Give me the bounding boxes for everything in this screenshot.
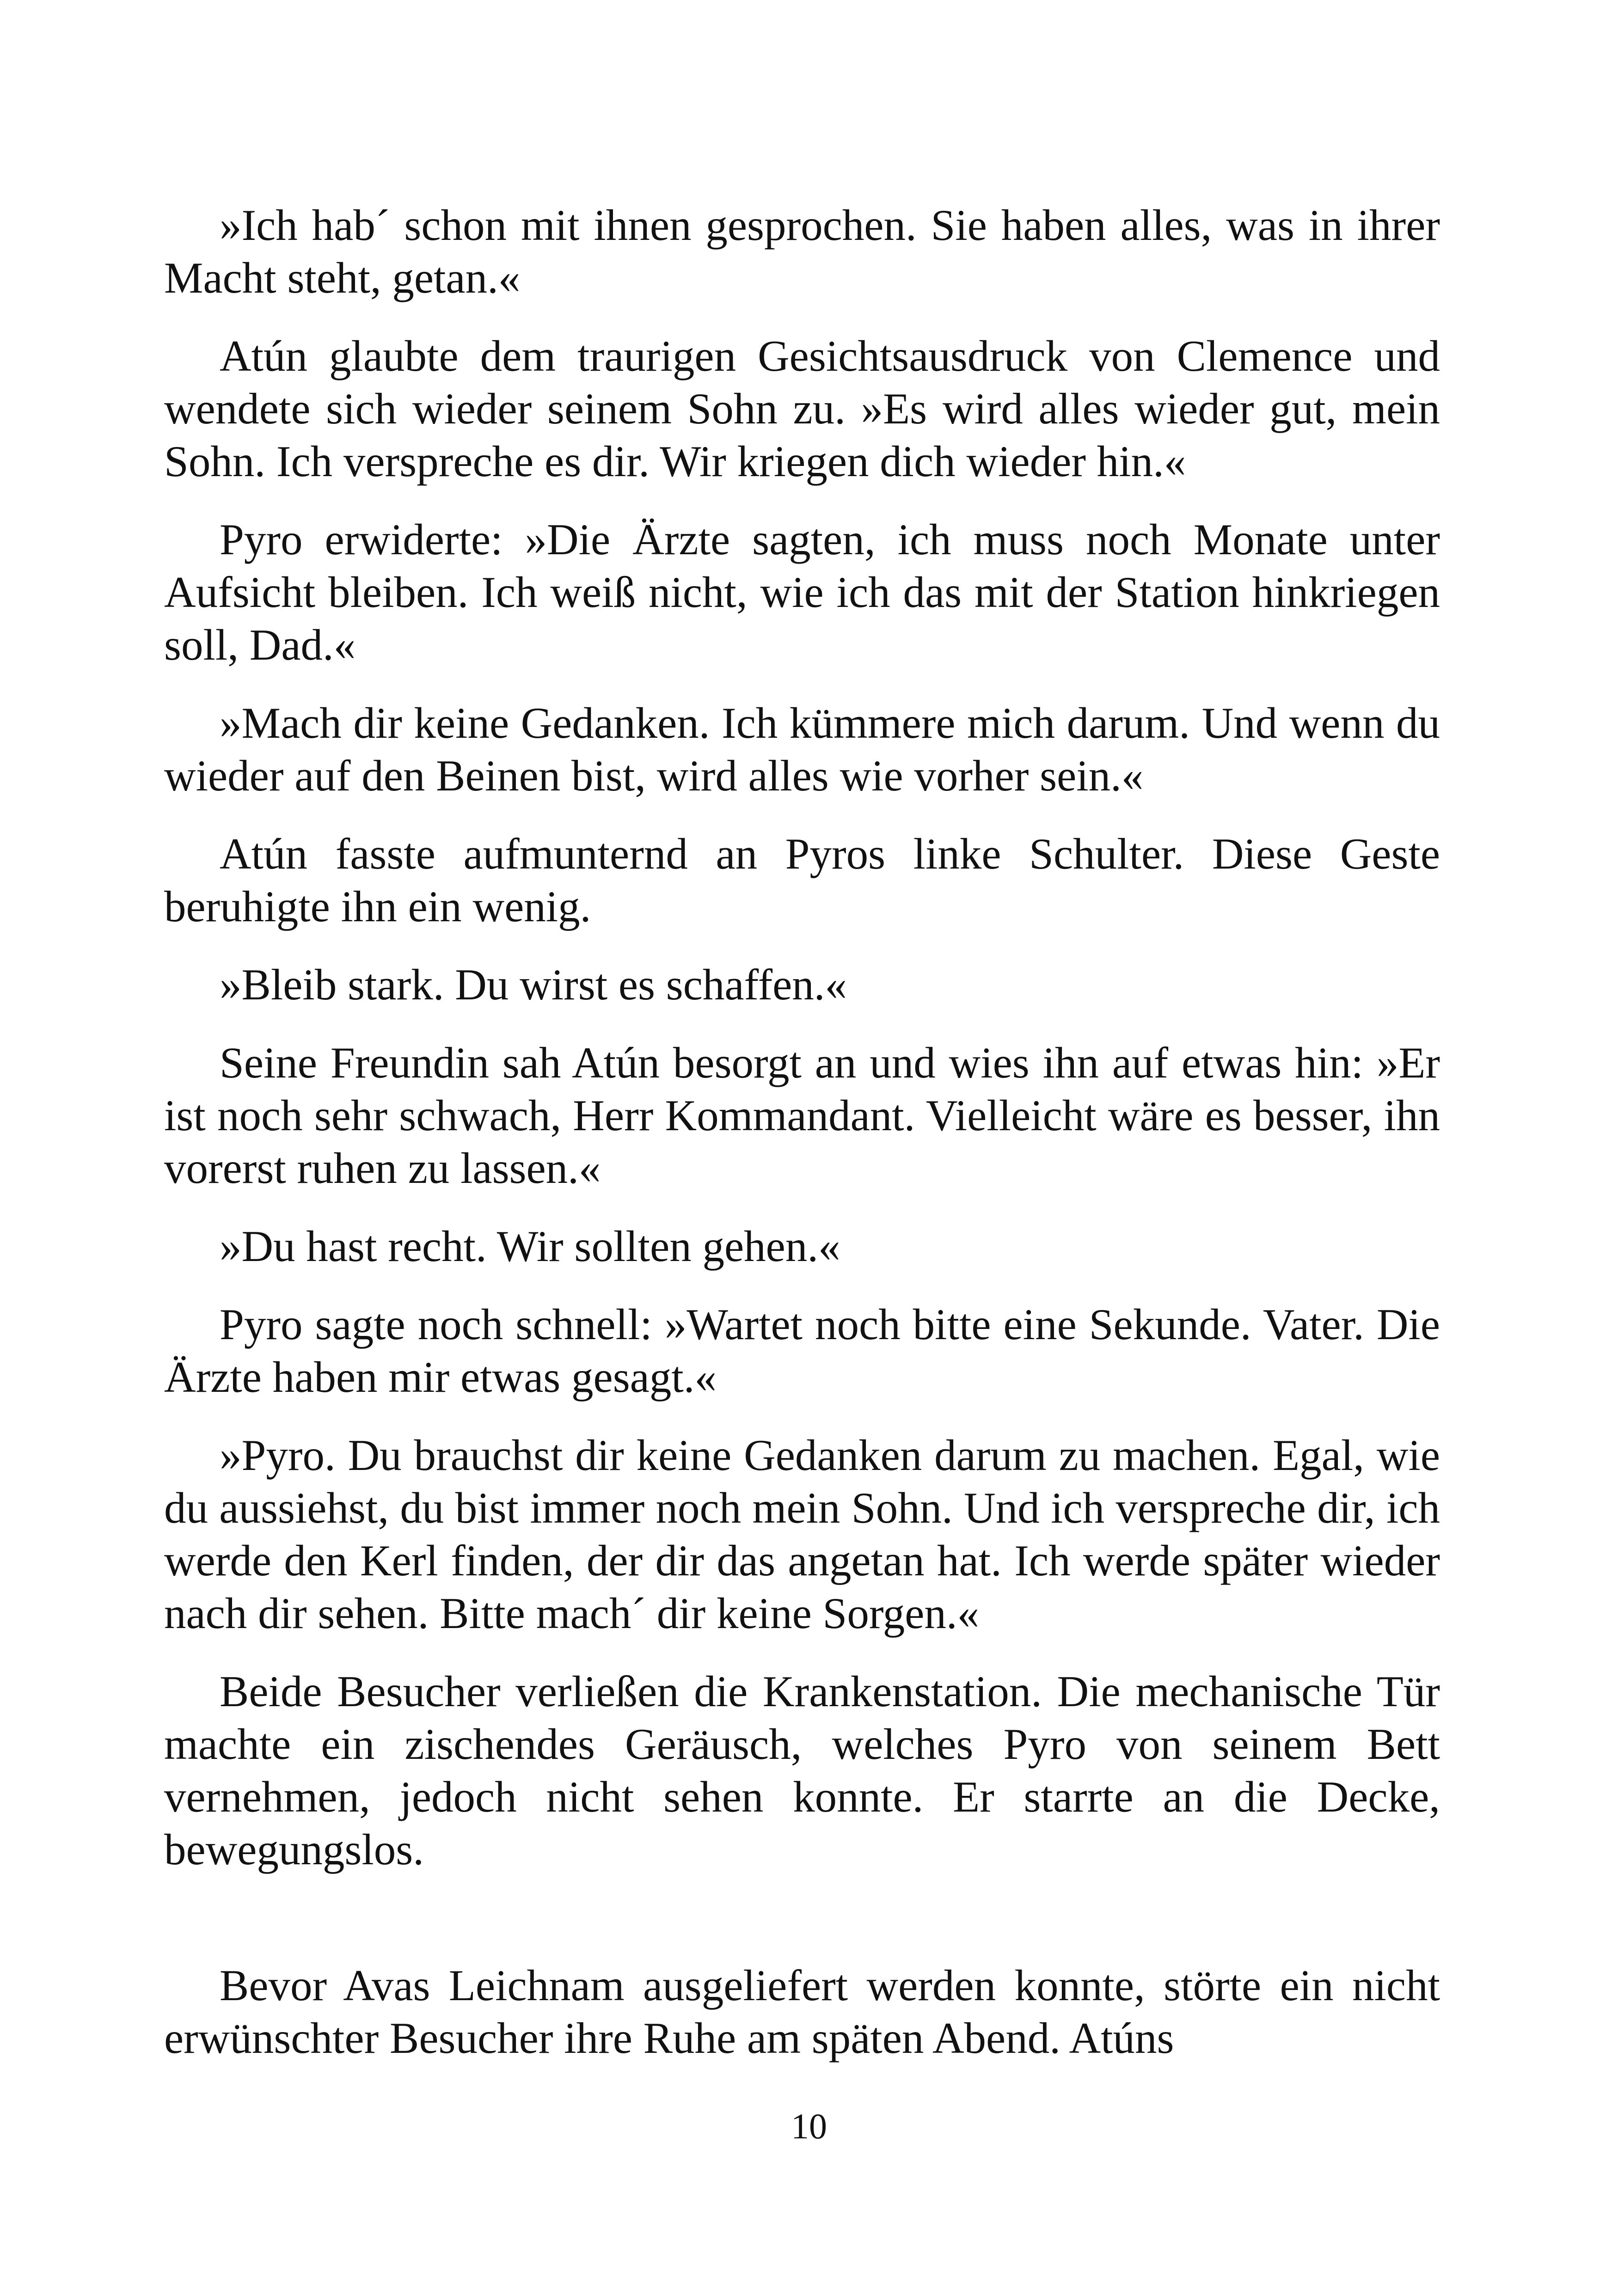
- paragraph: Pyro sagte noch schnell: »Wartet noch bitte eine Sekunde. Vater. Die Ärzte haben mir etwas gesagt.«: [164, 1300, 1440, 1402]
- scene-break: [164, 1901, 1440, 1959]
- body-text: [164, 199, 1440, 2090]
- paragraph: Pyro erwiderte: »Die Ärzte sagten, ich muss noch Monate unter Aufsicht bleiben. Ich weiß nicht, wie ich das mit der Station hinkriegen soll, Dad.«: [164, 515, 1440, 669]
- paragraph: »Du hast recht. Wir sollten gehen.«: [220, 1222, 840, 1271]
- paragraph: »Mach dir keine Gedanken. Ich kümmere mich darum. Und wenn du wieder auf den Beinen bist, wird alles wie vorher sein.«: [164, 698, 1440, 800]
- paragraph: »Ich hab´ schon mit ihnen gesprochen. Sie haben alles, was in ihrer Macht steht, getan.«: [164, 201, 1440, 302]
- paragraph: Atún fasste aufmunternd an Pyros linke Schulter. Diese Geste beruhigte ihn ein wenig.: [164, 829, 1440, 931]
- paragraph: »Bleib stark. Du wirst es schaffen.«: [220, 960, 847, 1009]
- paragraph: Beide Besucher verließen die Krankenstation. Die mechanische Tür machte ein zischendes Geräusch, welches Pyro von seinem Bett vernehmen, jedoch nicht sehen konnte. Er starrte an die Decke, bewegungslos.: [164, 1667, 1440, 1874]
- paragraph: Seine Freundin sah Atún besorgt an und wies ihn auf etwas hin: »Er ist noch sehr schwach, Herr Kommandant. Vielleicht wäre es besser, ihn vorerst ruhen zu lassen.«: [164, 1038, 1440, 1193]
- page-number: 10: [791, 2106, 827, 2146]
- paragraph: Atún glaubte dem traurigen Gesichtsausdruck von Clemence und wendete sich wieder seinem Sohn zu. »Es wird alles wieder gut, mein Sohn. Ich verspreche es dir. Wir kriegen dich wieder hin.«: [164, 331, 1440, 486]
- paragraph: »Pyro. Du brauchst dir keine Gedanken darum zu machen. Egal, wie du aussiehst, du bist immer noch mein Sohn. Und ich verspreche dir, ich werde den Kerl finden, der dir das angetan hat. Ich werde später wieder nach dir sehen. Bitte mach´ dir keine Sorgen.«: [164, 1431, 1440, 1638]
- paragraph: Bevor Avas Leichnam ausgeliefert werden konnte, störte ein nicht erwünschter Besucher ihre Ruhe am späten Abend. Atúns: [164, 1961, 1440, 2063]
